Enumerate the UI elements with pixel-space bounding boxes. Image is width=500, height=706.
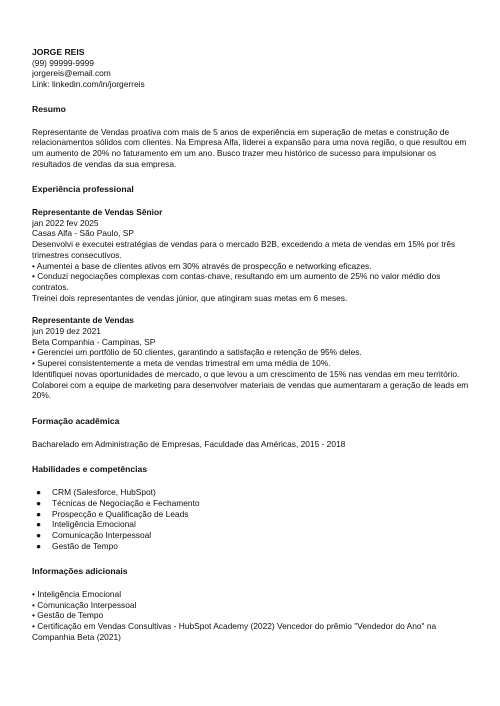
phone-number: (99) 99999-9999 (32, 57, 94, 68)
email-address: jorgereis@email.com (32, 68, 111, 79)
skill-item (36, 487, 470, 498)
bullet-icon: ● (36, 508, 42, 519)
additional-item: • Gestão de Tempo (32, 610, 104, 621)
skill-item (36, 509, 470, 520)
job-entry (32, 207, 470, 303)
education-entry: Bacharelado em Administração de Empresas, Faculdade das Américas, 2015 - 2018 (32, 438, 346, 449)
job-title: Representante de Vendas Sênior (32, 207, 163, 218)
education-heading: Formação acadêmica (32, 415, 120, 426)
skills-list (32, 487, 470, 551)
summary-text: Representante de Vendas proativa com mais de 5 anos de experiência em superação de metas e construção de relacionamentos sólidos com clientes. Na Empresa Alfa, liderei a expansão para uma nova região, o que resultou em um aumento de 20% no faturamento em um ano. Busco trazer meu histórico de sucesso para impulsionar os resultados de vendas da sua empresa. (32, 126, 467, 169)
experience-heading: Experiência professional (32, 184, 134, 195)
job-line: • Superei consistentemente a meta de vendas trimestral em uma média de 10%. (32, 358, 331, 369)
job-line: Desenvolvi e executei estratégias de vendas para o mercado B2B, excedendo a meta de vendas em 15% por três trimestres consecutivos. (32, 239, 456, 260)
skill-item (36, 530, 470, 541)
skill-label: Inteligência Emocional (52, 519, 136, 530)
additional-item: • Comunicação Interpessoal (32, 599, 137, 610)
job-company: Beta Companhia - Campinas, SP (32, 336, 156, 347)
bullet-icon: ● (36, 540, 42, 551)
bullet-icon: ● (36, 529, 42, 540)
summary-heading: Resumo (32, 103, 66, 114)
additional-heading: Informações adicionais (32, 566, 128, 577)
skill-label: Gestão de Tempo (52, 540, 118, 551)
job-line: • Gerenciei um portfólio de 50 clientes, garantindo a satisfação e retenção de 95% deles. (32, 347, 362, 358)
skill-label: CRM (Salesforce, HubSpot) (52, 487, 156, 498)
candidate-name: JORGE REIS (32, 47, 85, 57)
bullet-icon: ● (36, 519, 42, 530)
bullet-icon: ● (36, 497, 42, 508)
job-company: Casas Alfa - São Paulo, SP (32, 228, 134, 239)
job-dates: jan 2022 fev 2025 (32, 217, 99, 228)
linkedin-link: Link: linkedin.com/in/jorgerreis (32, 79, 145, 90)
job-line: Identifiquei novas oportunidades de mercado, o que levou a um crescimento de 15% nas vendas em meu território. (32, 368, 460, 379)
job-dates: jun 2019 dez 2021 (32, 326, 101, 337)
job-title: Representante de Vendas (32, 315, 134, 326)
skill-label: Prospecção e Qualificação de Leads (52, 508, 189, 519)
bullet-icon: ● (36, 487, 42, 498)
job-line: • Aumentei a base de clientes ativos em 30% através de prospecção e networking eficazes. (32, 260, 372, 271)
skill-item (36, 498, 470, 509)
skills-heading: Habilidades e competências (32, 464, 148, 475)
job-entry (32, 315, 470, 401)
additional-item: • Certificação em Vendas Consultivas - HubSpot Academy (2022) Vencedor do prêmio "Vendedor do Ano" na Companhia Beta (2021) (32, 621, 437, 642)
job-line: Colaborei com a equipe de marketing para desenvolver materiais de vendas que aumentaram a geração de leads em 20%. (32, 379, 469, 401)
skill-item (36, 519, 470, 530)
additional-item: • Inteligência Emocional (32, 589, 122, 600)
contact-block (32, 47, 470, 90)
skill-item (36, 541, 470, 552)
job-line: • Conduzi negociações complexas com contas-chave, resultando em um aumento de 25% no valor médio dos contratos. (32, 271, 441, 292)
skill-label: Técnicas de Negociação e Fechamento (52, 497, 200, 508)
job-line: Treinei dois representantes de vendas júnior, que atingiram suas metas em 6 meses. (32, 292, 348, 303)
skill-label: Comunicação Interpessoal (52, 529, 152, 540)
